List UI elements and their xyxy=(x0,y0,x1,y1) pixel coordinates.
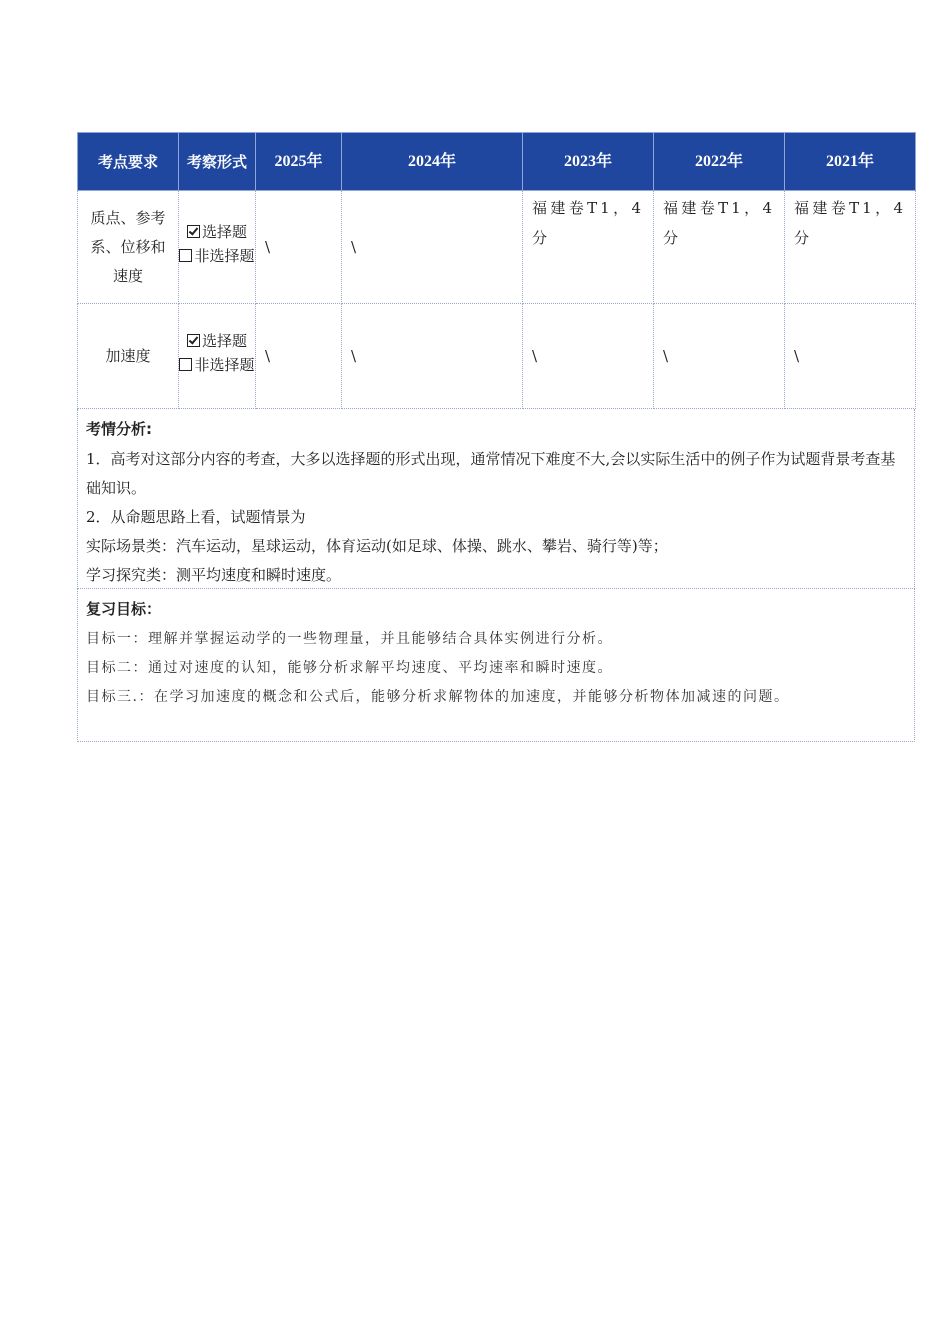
goal-line: 目标一：理解并掌握运动学的一些物理量，并且能够结合具体实例进行分析。 xyxy=(86,631,613,647)
form-checked-label: 选择题 xyxy=(201,223,247,241)
cell-2024: \ xyxy=(342,191,523,304)
analysis-title: 考情分析: xyxy=(86,420,152,438)
cell-2022: \ xyxy=(654,304,785,409)
topic-cell: 质点、参考系、位移和速度 xyxy=(78,191,179,304)
form-unchecked-label: 非选择题 xyxy=(194,356,255,374)
unchecked-box-icon xyxy=(179,249,192,262)
table-header-row xyxy=(78,133,916,191)
cell-2023: 福建卷T1，4分 xyxy=(523,191,654,304)
header-topic: 考点要求 xyxy=(78,133,179,191)
cell-2021: \ xyxy=(785,304,916,409)
analysis-line: 实际场景类：汽车运动，星球运动，体育运动(如足球、体操、跳水、攀岩、骑行等)等； xyxy=(86,537,668,555)
goals-title: 复习目标： xyxy=(86,600,162,618)
header-2025: 2025年 xyxy=(256,133,342,191)
cell-2025: \ xyxy=(256,191,342,304)
topic-cell: 加速度 xyxy=(78,304,179,409)
checked-box-icon xyxy=(187,225,200,238)
form-cell xyxy=(179,191,256,304)
exam-analysis-document xyxy=(77,132,915,742)
goal-line: 目标二：通过对速度的认知，能够分析求解平均速度、平均速率和瞬时速度。 xyxy=(86,660,613,676)
unchecked-box-icon xyxy=(179,358,192,371)
cell-2022: 福建卷T1，4分 xyxy=(654,191,785,304)
form-checked-label: 选择题 xyxy=(201,332,247,350)
form-unchecked-label: 非选择题 xyxy=(194,247,255,265)
header-2022: 2022年 xyxy=(654,133,785,191)
exam-analysis-section xyxy=(77,409,915,589)
header-2023: 2023年 xyxy=(523,133,654,191)
table-row xyxy=(78,304,916,409)
checked-box-icon xyxy=(187,334,200,347)
review-goals-section xyxy=(77,589,915,742)
header-form: 考察形式 xyxy=(179,133,256,191)
exam-points-table xyxy=(77,132,916,409)
cell-2023: \ xyxy=(523,304,654,409)
analysis-line: 2．从命题思路上看，试题情景为 xyxy=(86,508,306,526)
table-row xyxy=(78,191,916,304)
header-2021: 2021年 xyxy=(785,133,916,191)
cell-2021: 福建卷T1，4分 xyxy=(785,191,916,304)
cell-2025: \ xyxy=(256,304,342,409)
analysis-line: 1．高考对这部分内容的考查，大多以选择题的形式出现，通常情况下难度不大,会以实际生活中的例子作为试题背景考查基础知识。 xyxy=(86,450,896,497)
cell-2024: \ xyxy=(342,304,523,409)
header-2024: 2024年 xyxy=(342,133,523,191)
goal-line: 目标三.：在学习加速度的概念和公式后，能够分析求解物体的加速度，并能够分析物体加减速的问题。 xyxy=(86,689,790,705)
form-cell xyxy=(179,304,256,409)
analysis-line: 学习探究类：测平均速度和瞬时速度。 xyxy=(86,566,342,584)
